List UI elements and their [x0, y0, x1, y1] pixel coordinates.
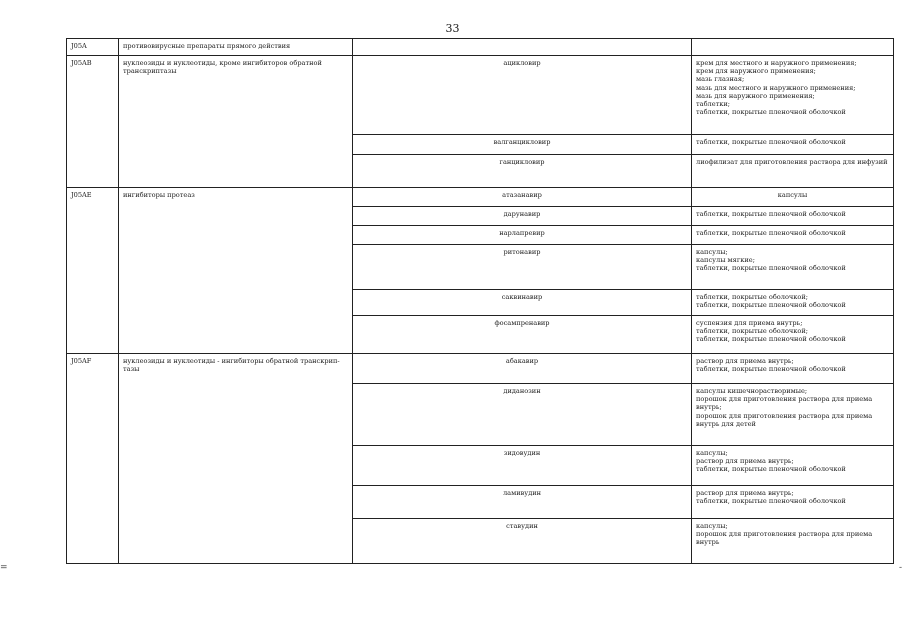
- dosage-form-cell: [692, 519, 894, 564]
- page-number: 33: [445, 22, 460, 35]
- dosage-form-cell: [692, 290, 894, 316]
- dosage-form-line: таблетки, покрытые пленочной оболочкой: [696, 229, 846, 237]
- dosage-form-line: мазь глазная;: [696, 75, 745, 84]
- drug-name-cell: ритонавир: [353, 245, 692, 290]
- drug-group-cell: нуклеозиды и нуклеотиды, кроме ингибиторов обратной транскриптазы: [119, 56, 353, 188]
- dosage-form-cell: [692, 39, 894, 56]
- dosage-form-line: таблетки, покрытые оболочкой;: [696, 327, 808, 336]
- margin-mark-right: -: [899, 563, 903, 573]
- dosage-form-line: капсулы;: [696, 449, 728, 457]
- drug-group-cell: ингибиторы протеаз: [119, 188, 353, 354]
- table-row: [67, 354, 894, 384]
- dosage-form-cell: [692, 354, 894, 384]
- dosage-form-line: крем для местного и наружного применения;: [696, 59, 857, 67]
- dosage-form-line: таблетки, покрытые пленочной оболочкой: [696, 108, 846, 117]
- dosage-form-line: таблетки, покрытые оболочкой;: [696, 293, 808, 301]
- drug-name-cell: фосампренавир: [353, 316, 692, 354]
- dosage-form-cell: [692, 384, 894, 446]
- drug-table: [66, 38, 894, 564]
- dosage-form-line: порошок для приготовления раствора для приема внутрь: [696, 530, 873, 547]
- dosage-form-line: порошок для приготовления раствора для приема внутрь;: [696, 395, 873, 412]
- drug-name-cell: абакавир: [353, 354, 692, 384]
- dosage-form-line: лиофилизат для приготовления раствора для инфузий: [696, 158, 888, 166]
- dosage-form-line: капсулы;: [696, 248, 728, 256]
- dosage-form-line: капсулы мягкие;: [696, 256, 755, 265]
- drug-name-cell: [353, 39, 692, 56]
- table-row: [67, 56, 894, 135]
- dosage-form-line: таблетки, покрытые пленочной оболочкой: [696, 264, 846, 273]
- drug-group-cell: нуклеозиды и нуклеотиды - ингибиторы обратной транскрип-тазы: [119, 354, 353, 564]
- atc-code-cell: J05AE: [67, 188, 119, 354]
- atc-code-cell: J05A: [67, 39, 119, 56]
- dosage-form-line: таблетки, покрытые пленочной оболочкой: [696, 301, 846, 310]
- dosage-form-cell: [692, 135, 894, 155]
- drug-name-cell: валганцикловир: [353, 135, 692, 155]
- atc-code-cell: J05AB: [67, 56, 119, 188]
- dosage-form-line: таблетки, покрытые пленочной оболочкой: [696, 465, 846, 474]
- dosage-form-line: капсулы кишечнорастворимые;: [696, 387, 808, 395]
- dosage-form-line: раствор для приема внутрь;: [696, 457, 794, 466]
- atc-code-cell: J05AF: [67, 354, 119, 564]
- dosage-form-line: таблетки;: [696, 100, 731, 109]
- dosage-form-line: капсулы: [777, 191, 808, 199]
- drug-name-cell: ацикловир: [353, 56, 692, 135]
- dosage-form-cell: [692, 207, 894, 226]
- table-row: [67, 188, 894, 207]
- drug-name-cell: ставудин: [353, 519, 692, 564]
- drug-name-cell: ламивудин: [353, 486, 692, 519]
- dosage-form-line: суспензия для приема внутрь;: [696, 319, 803, 327]
- dosage-form-line: порошок для приготовления раствора для приема внутрь для детей: [696, 411, 873, 428]
- drug-name-cell: ганцикловир: [353, 155, 692, 188]
- dosage-form-cell: [692, 188, 894, 207]
- dosage-form-line: мазь для наружного применения;: [696, 91, 815, 100]
- dosage-form-line: таблетки, покрытые пленочной оболочкой: [696, 497, 846, 506]
- margin-mark-left: =: [0, 563, 8, 573]
- drug-name-cell: дарунавир: [353, 207, 692, 226]
- table-row: [67, 39, 894, 56]
- dosage-form-line: мазь для местного и наружного применения;: [696, 83, 856, 92]
- drug-name-cell: нарлапревир: [353, 226, 692, 245]
- dosage-form-line: таблетки, покрытые пленочной оболочкой: [696, 335, 846, 344]
- table-body: [67, 39, 894, 564]
- dosage-form-line: таблетки, покрытые пленочной оболочкой: [696, 138, 846, 146]
- dosage-form-cell: [692, 486, 894, 519]
- drug-name-cell: атазанавир: [353, 188, 692, 207]
- drug-name-cell: диданозин: [353, 384, 692, 446]
- dosage-form-line: раствор для приема внутрь;: [696, 489, 794, 497]
- drug-name-cell: саквинавир: [353, 290, 692, 316]
- drug-name-cell: зидовудин: [353, 446, 692, 486]
- dosage-form-cell: [692, 226, 894, 245]
- dosage-form-line: таблетки, покрытые пленочной оболочкой: [696, 365, 846, 374]
- dosage-form-cell: [692, 446, 894, 486]
- dosage-form-line: раствор для приема внутрь;: [696, 357, 794, 365]
- dosage-form-cell: [692, 155, 894, 188]
- dosage-form-line: капсулы;: [696, 522, 728, 530]
- dosage-form-cell: [692, 56, 894, 135]
- dosage-form-line: крем для наружного применения;: [696, 67, 816, 76]
- dosage-form-cell: [692, 316, 894, 354]
- dosage-form-cell: [692, 245, 894, 290]
- dosage-form-line: таблетки, покрытые пленочной оболочкой: [696, 210, 846, 218]
- drug-group-cell: противовирусные препараты прямого действия: [119, 39, 353, 56]
